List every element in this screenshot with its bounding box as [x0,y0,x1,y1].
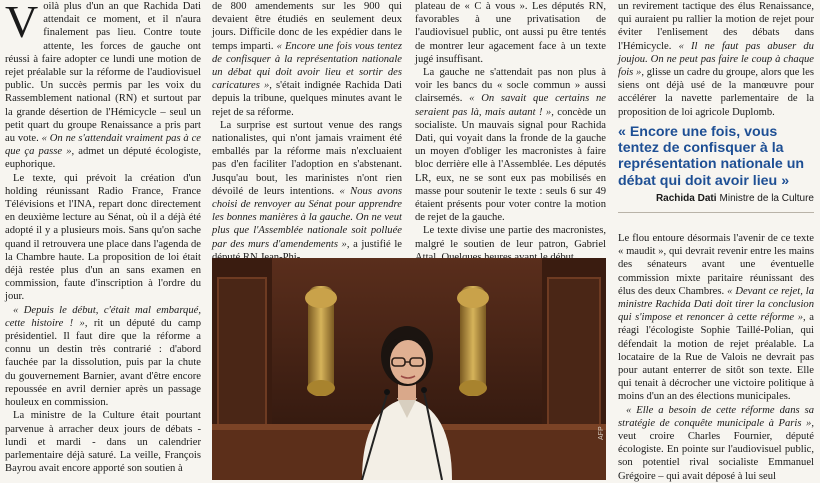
paragraph: La surprise est surtout venue des rangs nationalistes, qui n'ont jamais vraiment été emballés par la réforme mais n'excluaient pas d'en faciliter l'adoption en s'abstenant. Jusqu'au bout, les marinistes n'ont rien dévoilé de leurs intentions. « Nous avons choisi de renvoyer au Sénat pour apprendre les bonnes manières à la gauche. On ne veut plus que l'Assemblée nationale soit polluée par des murs d'amendements », a justifié le [212,119,403,250]
paragraph: Le texte, qui prévoit la création d'un holding réunissant Radio France, France Télévisions et l'INA, repart donc directement en deuxième lecture au Sénat, où il a déjà été adopté il y a plusieurs mois. Sans qu'on sache quand il retrouvera une place dans l'agenda de la Chambre haute. La proposition de loi était déjà restée plus d'un an sans examen en commission, faute d'inscription à l'ordre du jour. [5,172,201,303]
paragraph: de 800 amendements sur les 900 qui devaient être étudiés en seulement deux jours. Difficile donc de les expédier dans le temps imparti. « Encore une fois vous tentez de confisquer à la représentation nationale un débat qui doit avoir lieu et sortir des caricatures », s'était indignée Rachida Dati depuis la tribune, quelques minutes avant le rejet de sa réforme. [212,1,403,118]
paragraph: Le flou entoure désormais l'avenir de ce texte « maudit », qui devrait revenir entre les mains des sénateurs avant une éventuelle commission mixte paritaire réunissant des élus des deux Chambres. « Devant ce rejet, la ministre Rachida Dati doit tirer la conclusion qui s'impose et renoncer à cette réforme », a réagi l'écologiste Sophie Taillé-Polian, qui défendait la motion de rejet préalable. La locataire de la Rue de Valois ne devrait pas pour autant enterrer de sitôt son texte. Elle qui tenait à décrocher une victoire politique à moins d'un an des élections municipales. [618,233,815,403]
article-column-3 [415,0,606,264]
photo-credit: AFP [598,426,605,440]
article-column-2 [212,0,402,264]
article-column-4 [618,0,814,119]
pull-quote [618,124,814,213]
paragraph: Le texte divise une partie des macronistes, malgré le soutien de leur patron, Gabriel [415,225,606,250]
article-photo [212,258,606,480]
paragraph: La ministre de la Culture était pourtant parvenue à arracher deux jours de débats - lundi et mardi - dans un calendrier parlementaire déjà saturé. La veille, François Bayrou avait encore apporté son soutien à [5,410,201,475]
paragraph: La gauche ne s'attendait pas non plus à voir les bancs du « socle commun » aussi clairsemés. « On savait que certains ne seraient pas là, mais autant ! », concède un socialiste. Un mauvais signal pour Rachida Dati, qui voyait dans la fronde de la gauche un moyen d'obliger les macronistes à faire bloc derrière elle à l'Assemblée. Les députés LR, eux, ne se sont eux pas mobilisés en masse pour soutenir le texte : seuls 6 sur 49 étaient présents pour voter contre la motion de rejet de la gauche. [415,67,606,224]
divider [618,212,814,213]
article-column-4-lower [618,232,814,483]
paragraph: plateau de « C à vous ». Les députés RN, favorables à une privatisation de l'audiovisuel public, ont aussi pu être tentés de montrer leur agacement face à un texte jugé insuffisant. [415,1,606,65]
gold-ornament-left [305,286,337,396]
pull-quote-attribution: Rachida Dati Ministre de la Culture [655,192,814,204]
lead-paragraph: Voilà plus d'un an que Rachida Dati attendait ce moment, et il n'aura finalement pas lieu. Contre toute attente, les forces de gauche ont réussi à faire adopter ce lundi une motion de rejet préalable sur la réforme de l'audiovisuel public. Un succès permis par les voix du Rassemblement national (RN) et surtout par la grande désertion de l'Hémicycle – seul un petit quart du groupe Renaissance a pris part au vote. « On ne s'attendait vraiment pas à ce que ça passe », admet un député écologiste, euphorique. [5,0,202,171]
paragraph: « Depuis le début, c'était mal embarqué, cette histoire ! », rit un député du camp présidentiel. Il faut dire que la réforme a connu un destin très contrarié : d'abord fauchée par la dissolution, puis par la chute du gouvernement Barnier, avant d'être encore repoussée en avril dernier après un passage houleux en commission. [5,304,202,409]
paragraph: un revirement tactique des élus Renaissance, qui auraient pu rallier la motion de rejet pour éviter l'enlisement des débats dans l'Hémicycle. « Il ne faut pas abuser du joujou. On ne peut pas faire le coup à chaque fois », glisse un cadre du groupe, alors que les siens ont déjà usé de la manœuvre pour accélérer la navette parlementaire de la proposition de loi agricole Duplomb. [618,1,814,118]
drop-cap: V [5,0,39,47]
article-column-1 [5,0,201,475]
paragraph: « Elle a besoin de cette réforme dans sa stratégie de conquête municipale à Paris », veut croire Charles Fournier, député écologiste. En pointe sur l'audiovisuel public, son potentiel rival socialiste Emmanuel Grégoire – qui avait déposé à lui seul [618,404,814,482]
photo-illustration [212,258,606,480]
gold-ornament-right [457,286,489,396]
pull-quote-text: « Encore une fois, vous tentez de confisquer à la représentation nationale un débat qui doit avoir lieu » [618,124,805,189]
